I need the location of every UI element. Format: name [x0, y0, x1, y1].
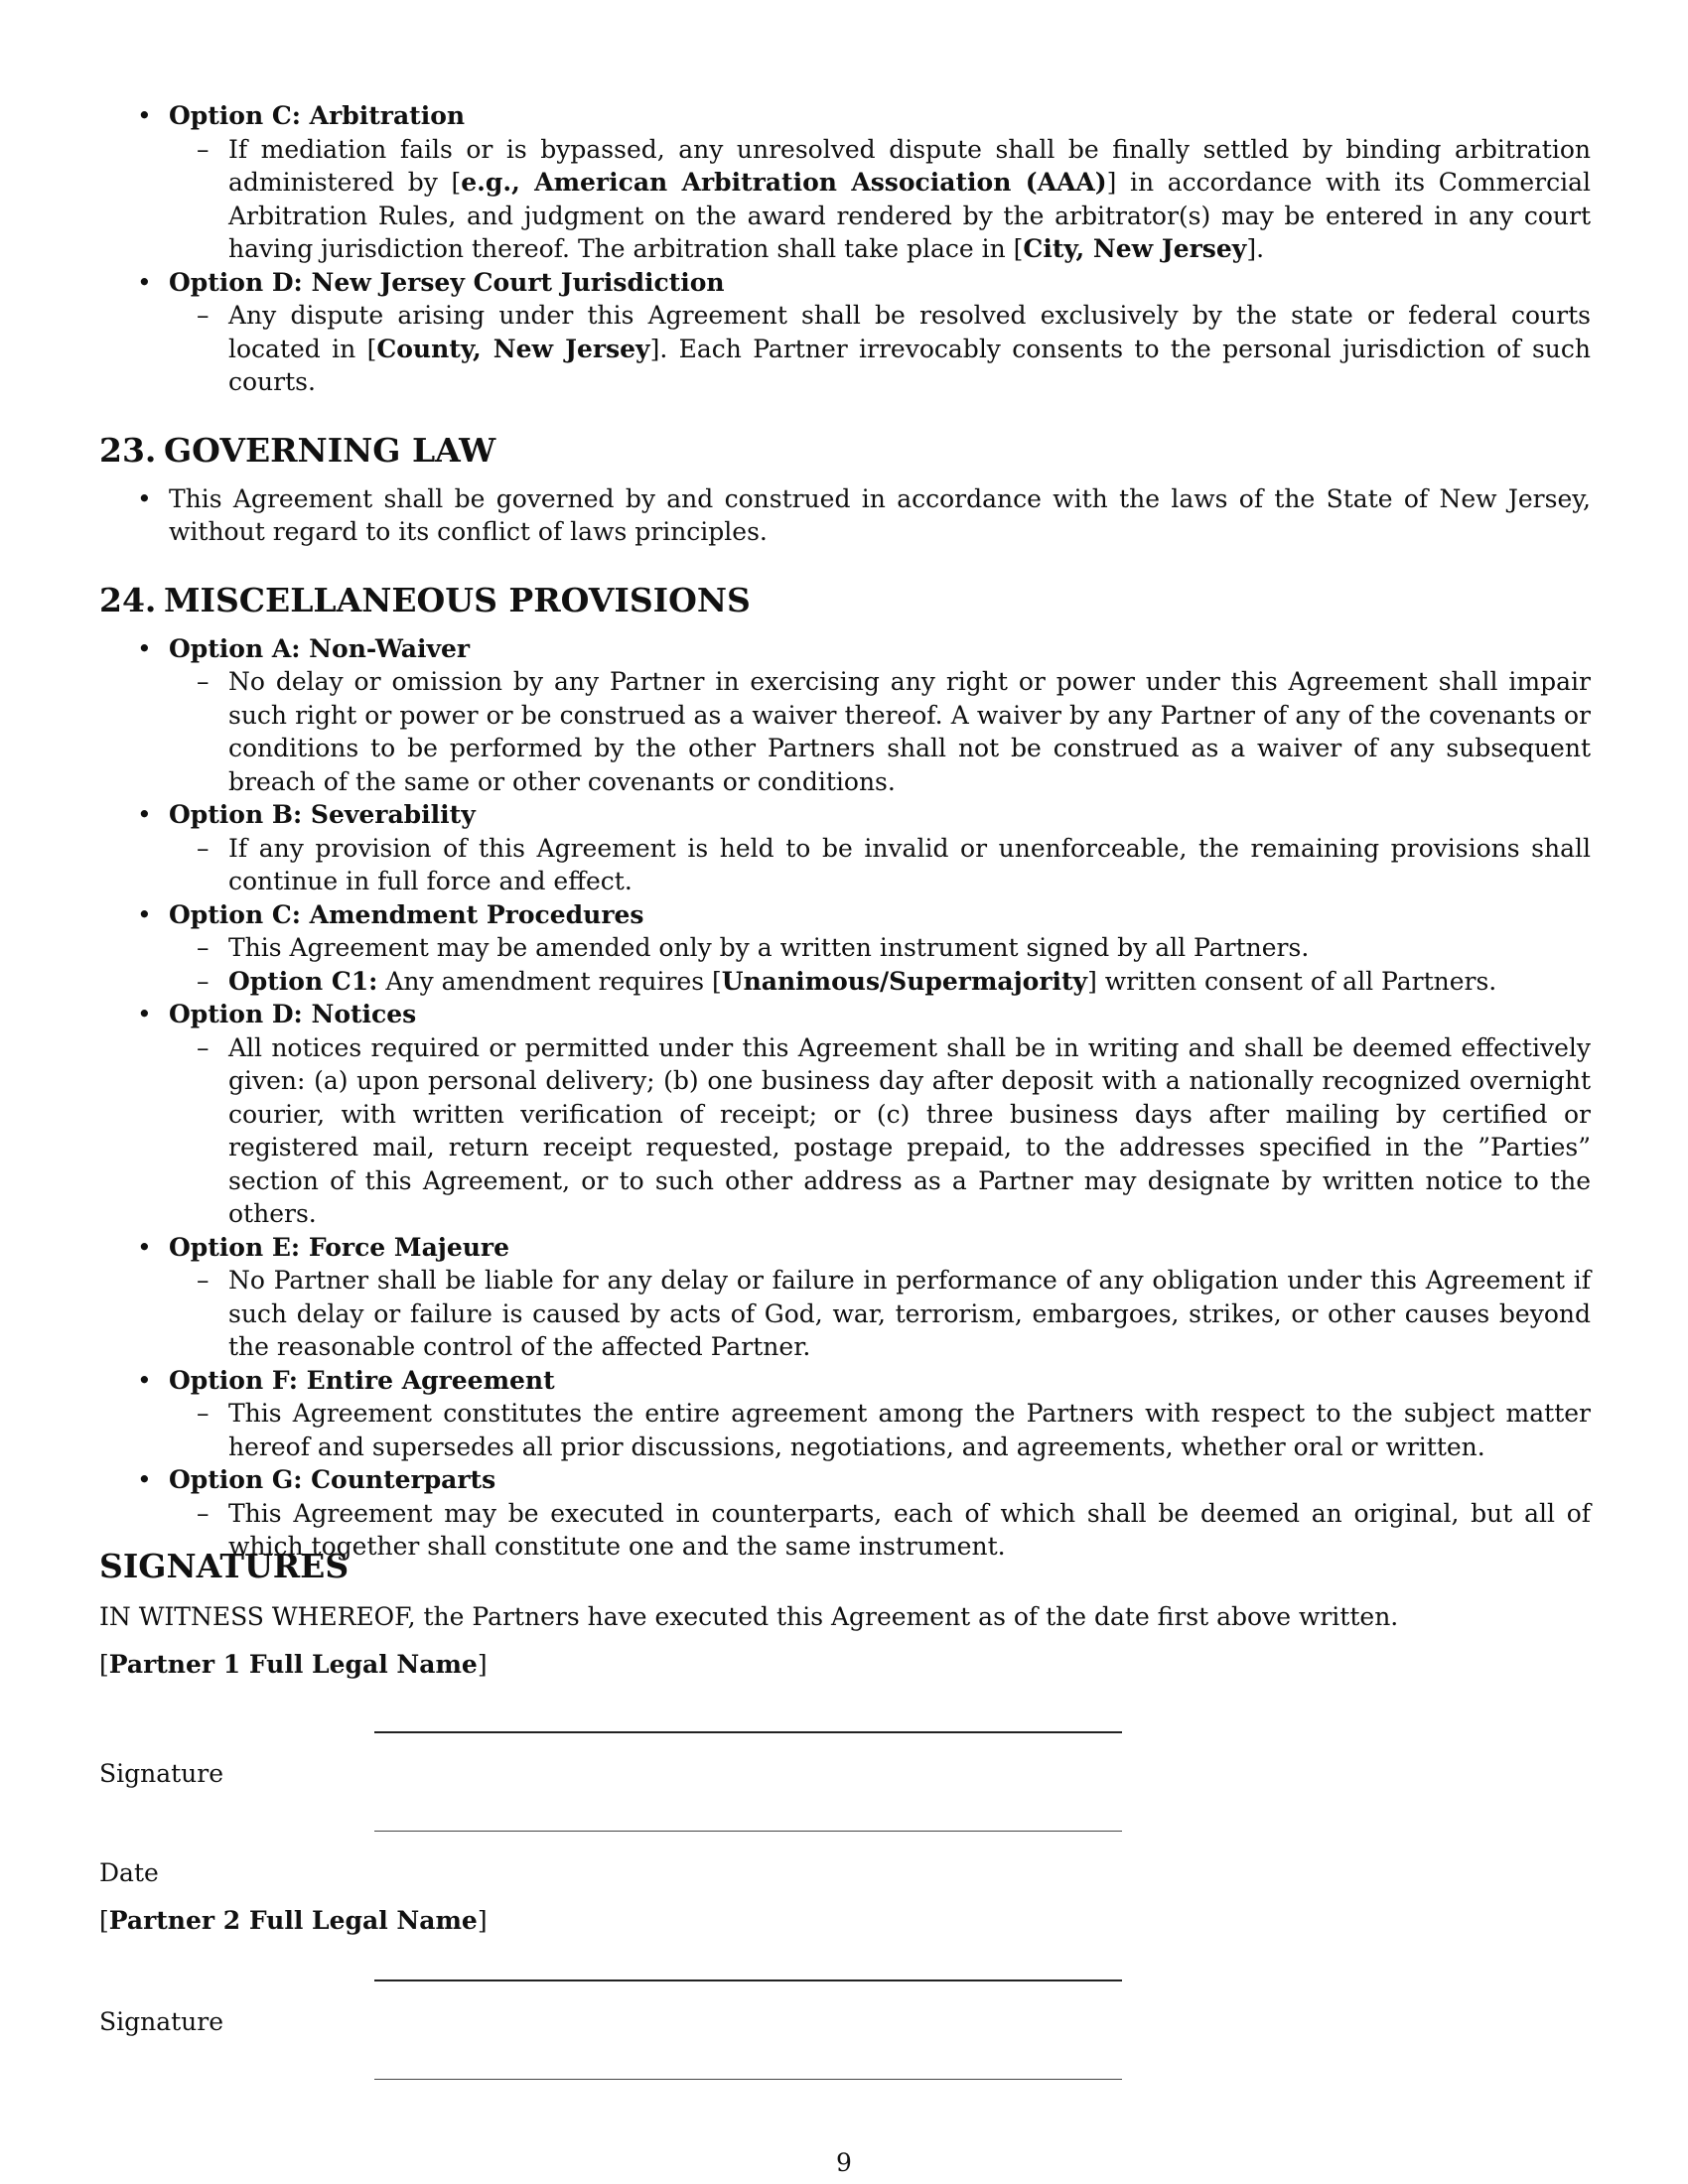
option-d-text: – All notices required or permitted under this Agreement shall be in writing and shall be deemed effectively given: (a) upon personal delivery; (b) one business day after deposit with a nationally recognized overnight courier, with written verification of receipt; or (c) three business days after mailing by certified or registered mail, return receipt requested, postage prepaid, to the addresses specified in the ”Parties” section of this Agreement, or to such other address as a Partner may designate by written notice to the others.: [99, 1031, 1591, 1231]
option-c-text: – This Agreement may be amended only by a written instrument signed by all Partners.: [99, 931, 1591, 965]
partner-1-date-label: Date: [99, 1858, 159, 1887]
document-page: [99, 99, 1591, 1564]
witness-text: IN WITNESS WHEREOF, the Partners have executed this Agreement as of the date first above written.: [99, 1602, 1399, 1631]
option-c-title: • Option C: Amendment Procedures: [99, 898, 1591, 932]
option-f-text: – This Agreement constitutes the entire agreement among the Partners with respect to the subject matter hereof and supersedes all prior discussions, negotiations, and agreements, whether oral or written.: [99, 1397, 1591, 1463]
partner-1-name: [Partner 1 Full Legal Name]: [99, 1650, 488, 1679]
partner-1-date-line[interactable]: [374, 1831, 1122, 1832]
option-c1-text: – Option C1: Any amendment requires [Unanimous/Supermajority] written consent of all Partners.: [99, 965, 1591, 999]
option-g-text: – This Agreement may be executed in counterparts, each of which shall be deemed an original, but all of which together shall constitute one and the same instrument.: [99, 1497, 1591, 1564]
signatures-heading: SIGNATURES: [99, 1547, 350, 1585]
option-f-title: • Option F: Entire Agreement: [99, 1364, 1591, 1398]
page-number: 9: [836, 2148, 852, 2177]
option-a-text: – No delay or omission by any Partner in exercising any right or power under this Agreement shall impair such right or power or be construed as a waiver thereof. A waiver by any Partner of any of the covenants or conditions to be performed by the other Partners shall not be construed as a waiver of any subsequent breach of the same or other covenants or conditions.: [99, 665, 1591, 798]
partner-2-signature-label: Signature: [99, 2007, 224, 2036]
partner-1-signature-line[interactable]: [374, 1731, 1122, 1733]
option-b-title: • Option B: Severability: [99, 798, 1591, 832]
partner-1-signature-label: Signature: [99, 1759, 224, 1788]
section-23-heading: 23. GOVERNING LAW: [99, 430, 496, 470]
option-d-court-title: • Option D: New Jersey Court Jurisdiction: [99, 266, 1591, 300]
option-a-title: • Option A: Non-Waiver: [99, 632, 1591, 666]
partner-2-name: [Partner 2 Full Legal Name]: [99, 1906, 488, 1935]
option-e-text: – No Partner shall be liable for any delay or failure in performance of any obligation under this Agreement if such delay or failure is caused by acts of God, war, terrorism, embargoes, strikes, or other causes beyond the reasonable control of the affected Partner.: [99, 1264, 1591, 1364]
partner-2-date-line[interactable]: [374, 2079, 1122, 2080]
option-c-arbitration-text: – If mediation fails or is bypassed, any unresolved dispute shall be finally settled by binding arbitration administered by [e.g., American Arbitration Association (AAA)] in accordance with its Commercial Arbitration Rules, and judgment on the award rendered by the arbitrator(s) may be entered in any court having jurisdiction thereof. The arbitration shall take place in [City, New Jersey].: [99, 133, 1591, 266]
governing-law-text: • This Agreement shall be governed by and construed in accordance with the laws of the State of New Jersey, without regard to its conflict of laws principles.: [99, 482, 1591, 549]
option-d-court-text: – Any dispute arising under this Agreement shall be resolved exclusively by the state or federal courts located in [County, New Jersey]. Each Partner irrevocably consents to the personal jurisdiction of such courts.: [99, 299, 1591, 399]
option-c-arbitration-title: • Option C: Arbitration: [99, 99, 1591, 133]
option-d-title: • Option D: Notices: [99, 998, 1591, 1031]
option-b-text: – If any provision of this Agreement is held to be invalid or unenforceable, the remaining provisions shall continue in full force and effect.: [99, 832, 1591, 898]
partner-2-signature-line[interactable]: [374, 1979, 1122, 1981]
option-e-title: • Option E: Force Majeure: [99, 1231, 1591, 1265]
section-24-heading: 24. MISCELLANEOUS PROVISIONS: [99, 580, 751, 619]
option-g-title: • Option G: Counterparts: [99, 1463, 1591, 1497]
